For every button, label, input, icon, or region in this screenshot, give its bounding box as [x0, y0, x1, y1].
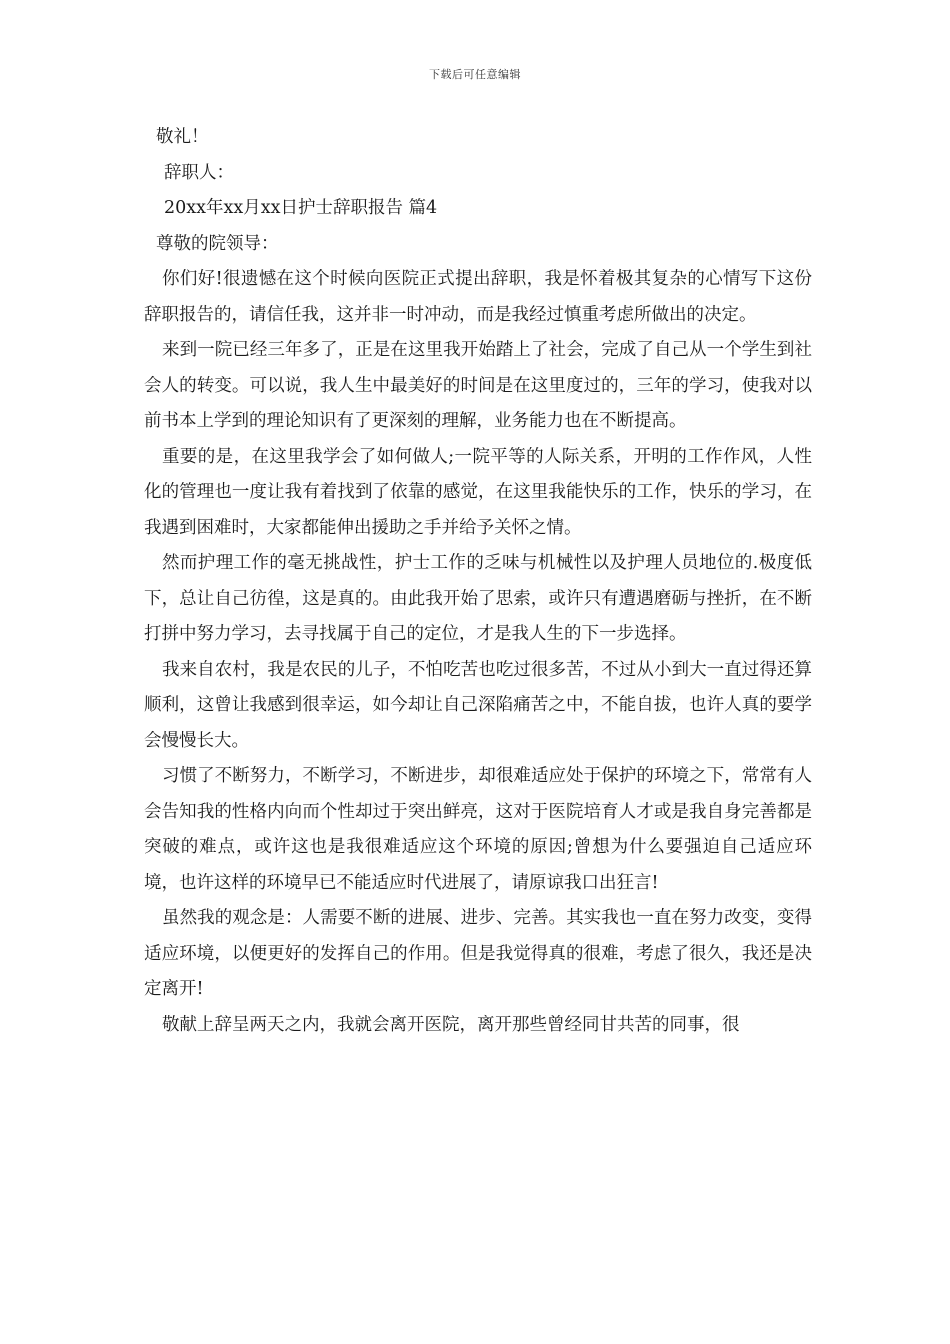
paragraph: 重要的是，在这里我学会了如何做人;一院平等的人际关系，开明的工作作风，人性化的管理也一度让我有着找到了依靠的感觉，在这里我能快乐的工作，快乐的学习，在我遇到困难时，大家都能伸出援助之手并给予关怀之情。 [144, 446, 812, 538]
paragraph: 你们好!很遗憾在这个时候向医院正式提出辞职，我是怀着极其复杂的心情写下这份辞职报告的，请信任我，这并非一时冲动，而是我经过慎重考虑所做出的决定。 [144, 269, 812, 325]
signer-line: 辞职人： [164, 162, 234, 183]
page-header-note: 下载后可任意编辑 [429, 68, 521, 81]
paragraph: 来到一院已经三年多了，正是在这里我开始踏上了社会，完成了自己从一个学生到社会人的转变。可以说，我人生中最美好的时间是在这里度过的，三年的学习，使我对以前书本上学到的理论知识有了更深刻的理解，业务能力也在不断提高。 [144, 340, 812, 431]
paragraph: 我来自农村，我是农民的儿子，不怕吃苦也吃过很多苦，不过从小到大一直过得还算顺利，这曾让我感到很幸运，如今却让自己深陷痛苦之中，不能自拔，也许人真的要学会慢慢长大。 [144, 659, 812, 751]
paragraph: 习惯了不断努力，不断学习，不断进步，却很难适应处于保护的环境之下，常常有人会告知我的性格内向而个性却过于突出鲜亮，这对于医院培育人才或是我自身完善都是突破的难点，或许这也是我很难适应这个环境的原因;曾想为什么要强迫自己适应环境，也许这样的环境早已不能适应时代进展了，请原谅我口出狂言! [144, 766, 812, 893]
salutation: 尊敬的院领导： [156, 233, 279, 254]
section-title: 20xx年xx月xx日护士辞职报告 篇4 [164, 198, 438, 218]
document-body [144, 120, 812, 1043]
paragraph: 然而护理工作的毫无挑战性，护士工作的乏味与机械性以及护理人员地位的.极度低下，总让自己彷徨，这是真的。由此我开始了思索，或许只有遭遇磨砺与挫折，在不断打拼中努力学习，去寻找属于自己的定位，才是我人生的下一步选择。 [144, 553, 812, 644]
paragraph: 虽然我的观念是：人需要不断的进展、进步、完善。其实我也一直在努力改变，变得适应环境，以便更好的发挥自己的作用。但是我觉得真的很难，考虑了很久，我还是决定离开! [144, 908, 812, 999]
paragraph: 敬献上辞呈两天之内，我就会离开医院，离开那些曾经同甘共苦的同事，很 [162, 1014, 740, 1035]
closing-line: 敬礼！ [156, 127, 209, 147]
